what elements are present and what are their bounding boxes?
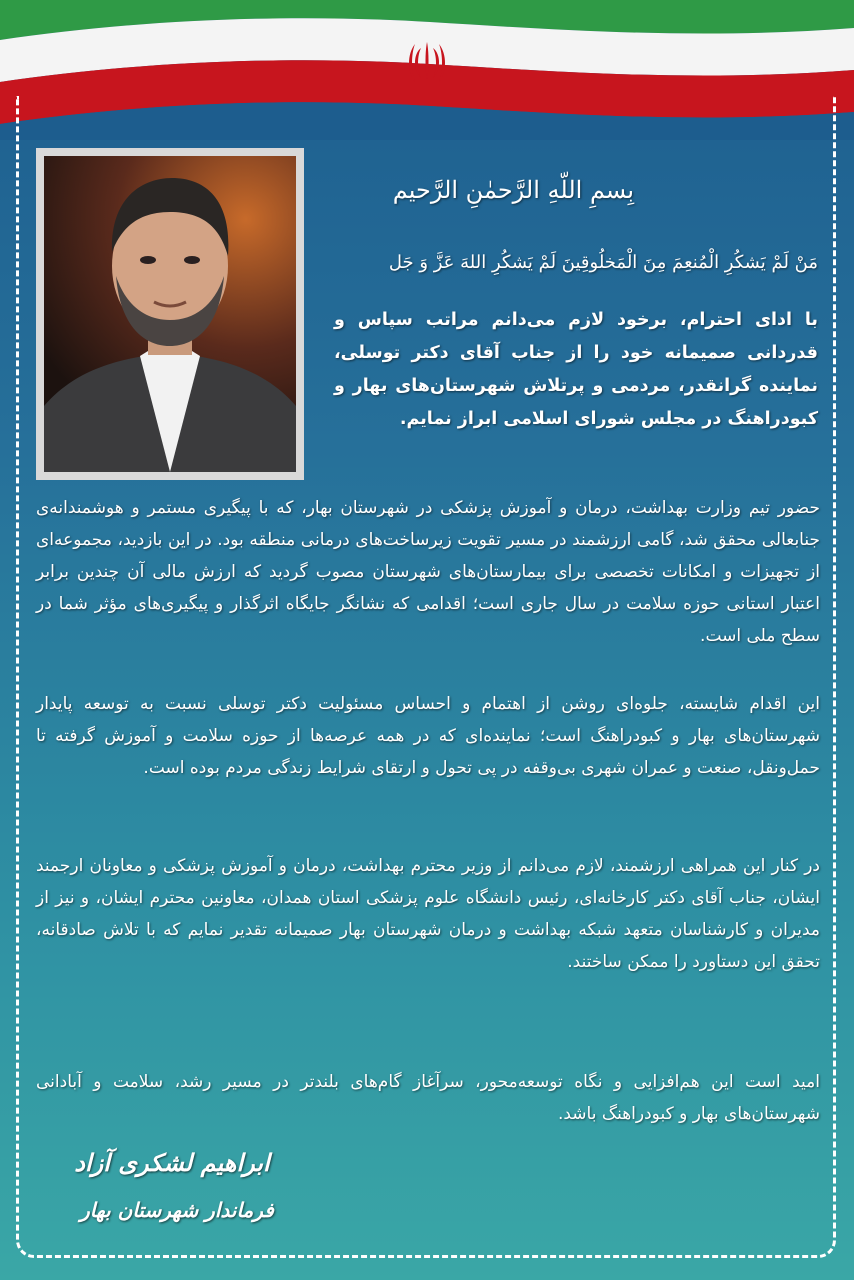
hadith-quote: مَنْ لَمْ يَشكُرِ الْمُنعِمَ مِنَ الْمَخلُوقِينَ لَمْ يَشكُرِ اللهَ عَزَّ وَ جَل — [388, 252, 818, 273]
body-paragraph-3: در کنار این همراهی ارزشمند، لازم می‌دانم از وزیر محترم بهداشت، درمان و آموزش پزشکی و معاونان ارجمند ایشان، جناب آقای دکتر کارخانه‌ای، رئیس دانشگاه علوم پزشکی استان همدان، معاونین محترم ایشان، و نیز از مدیران و کارشناسان متعهد شبکه بهداشت و درمان شهرستان بهار صمیمانه تقدیر نمایم که با تلاش صادقانه، تحقق این دستاورد را ممکن ساختند. — [36, 856, 820, 972]
signature-name: ابراهیم لشکری آزاد — [74, 1148, 270, 1177]
iran-emblem-icon — [407, 40, 447, 84]
body-paragraph-4: امید است این هم‌افزایی و نگاه توسعه‌محور، سرآغاز گام‌های بلندتر در مسیر رشد، سلامت و آبادانی شهرستان‌های بهار و کبودراهنگ باشد. — [36, 1072, 820, 1124]
portrait-photo — [36, 148, 304, 480]
portrait-image — [44, 156, 296, 472]
signature-title: فرماندار شهرستان بهار — [80, 1198, 274, 1222]
body-paragraph-1: حضور تیم وزارت بهداشت، درمان و آموزش پزشکی در شهرستان بهار، که با پیگیری مستمر و هوشمندانه‌ی جنابعالی محقق شد، گامی ارزشمند در مسیر تقویت زیرساخت‌های درمانی منطقه بود. در این بازدید، مجموعه‌ای از تجهیزات و امکانات تخصصی برای بیمارستان‌های شهرستان مصوب گردید که ارزش مالی آن چندین برابر اعتبار استانی حوزه سلامت در سال جاری است؛ اقدامی که نشانگر جایگاه اثرگذار و پیگیری‌های مؤثر شما در سطح ملی است. — [36, 498, 820, 646]
bismillah: بِسمِ اللّهِ الرَّحمٰنِ الرَّحیم — [392, 176, 634, 204]
body-paragraph-2: این اقدام شایسته، جلوه‌ای روشن از اهتمام و احساس مسئولیت دکتر توسلی نسبت به توسعه پایدار شهرستان‌های بهار و کبودراهنگ است؛ نماینده‌ای که در همه عرصه‌ها از حوزه سلامت و آموزش گرفته تا حمل‌ونقل، صنعت و عمران شهری بی‌وقفه در پی تحول و ارتقای شرایط زندگی مردم بوده است. — [36, 694, 820, 778]
intro-paragraph: با ادای احترام، برخود لازم می‌دانم مراتب سپاس و قدردانی صمیمانه خود را از جناب آقای دکتر توسلی، نماینده گرانقدر، مردمی و پرتلاش شهرستان‌های بهار و کبودراهنگ در مجلس شورای اسلامی ابراز نمایم. — [334, 310, 818, 429]
